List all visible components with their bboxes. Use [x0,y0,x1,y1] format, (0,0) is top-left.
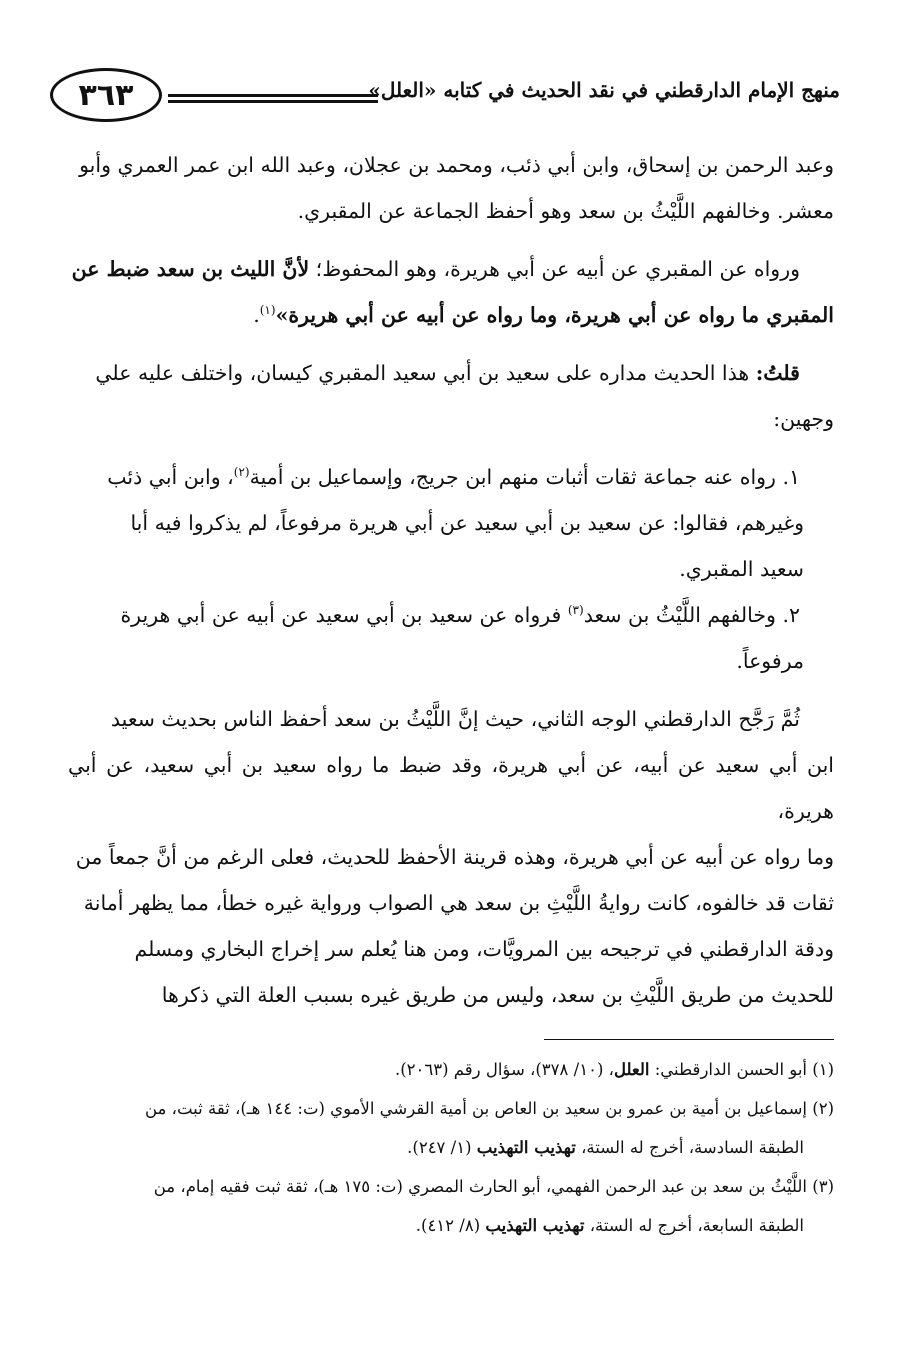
text-line: للحديث من طريق اللَّيْثِ بن سعد، وليس من طريق غيره بسبب العلة التي ذكرها [161,983,834,1007]
page-number: ٣٦٣ [50,68,162,122]
list-item-1 [68,454,834,500]
footnote-separator [544,1039,834,1040]
footnote-2 [68,1091,834,1126]
text-line: معشر. وخالفهم اللَّيْثُ بن سعد وهو أحفظ الجماعة عن المقبري. [297,199,834,223]
text-line: سعيد المقبري. [679,557,804,581]
text-line: وعبد الرحمن بن إسحاق، وابن أبي ذئب، ومحمد بن عجلان، وعبد الله ابن عمر العمري وأبو [79,153,834,177]
text-line: ، وابن أبي ذئب [107,465,234,489]
footnote-ref: (١) [259,303,276,318]
running-title: منهج الإمام الدارقطني في نقد الحديث في كتابه «العلل» [368,78,840,102]
text-line: فرواه عن سعيد بن أبي سعيد عن أبيه عن أبي هريرة [120,603,568,627]
footnote-ref: (٢) [233,465,250,480]
footnote-1 [68,1052,834,1087]
paragraph-2 [68,246,834,338]
bold-text: قلتُ: [755,361,800,385]
footnote-text: (٢) إسماعيل بن أمية بن عمرو بن سعيد بن العاص بن أمية القرشي الأموي (ت: ١٤٤ هـ)، ثقة ثبت، من [144,1099,834,1118]
footnote-text: (١) أبو الحسن الدارقطني: [649,1060,834,1079]
footnote-ref: (٣) [567,603,584,618]
footnote-text: ، (١٠/ ٣٧٨)، سؤال رقم (٢٠٦٣). [394,1060,614,1079]
footnote-text: (١/ ٢٤٧). [407,1138,477,1157]
bold-text: تهذيب التهذيب [485,1216,585,1235]
text-line: ١. رواه عنه جماعة ثقات أثبات منهم ابن جريج، وإسماعيل بن أمية [249,465,800,489]
text-line: ٢. وخالفهم اللَّيْثُ بن سعد [583,603,800,627]
footnotes [68,1052,834,1247]
paragraph-3 [68,350,834,442]
paragraph-1 [68,142,834,234]
bold-text: المقبري ما رواه عن أبي هريرة، وما رواه عن أبيه عن أبي هريرة» [275,303,834,327]
bold-text: لأنَّ الليث بن سعد ضبط عن [71,257,310,281]
list-item-2 [68,592,834,638]
header-double-rule [168,94,378,103]
bold-text: العلل [613,1060,650,1079]
text-line: . [253,303,260,327]
text-line: ثقات قد خالفوه، كانت روايةُ اللَّيْثِ بن سعد هي الصواب ورواية غيره خطأ، مما يظهر أمانة [83,891,834,915]
text-line: ابن أبي سعيد عن أبيه، عن أبي هريرة، وقد ضبط ما رواه سعيد بن أبي سعيد، عن أبي هريرة، [68,753,834,823]
text-line: ورواه عن المقبري عن أبيه عن أبي هريرة، وهو المحفوظ؛ [309,257,800,281]
text-line: ثُمَّ رَجَّح الدارقطني الوجه الثاني، حيث إنَّ اللَّيْثُ بن سعد أحفظ الناس بحديث سعيد [110,707,800,731]
footnote-3 [68,1169,834,1204]
footnote-3-continuation [68,1208,804,1243]
text-line: ودقة الدارقطني في ترجيحه بين المرويَّات، ومن هنا يُعلم سر إخراج البخاري ومسلم [134,937,834,961]
main-text [68,142,834,1018]
text-line: هذا الحديث مداره على سعيد بن أبي سعيد المقبري كيسان، واختلف عليه علي [95,361,756,385]
footnote-text: الطبقة السابعة، أخرج له الستة، [584,1216,804,1235]
footnote-text: (٣) اللَّيْثُ بن سعد بن عبد الرحمن الفهمي، أبو الحارث المصري (ت: ١٧٥ هـ)، ثقة ثبت فقيه إمام، من [153,1177,834,1196]
text-line: مرفوعاً. [736,649,804,673]
list-item-2-continuation [68,638,804,684]
page-header [50,68,840,130]
bold-text: تهذيب التهذيب [476,1138,576,1157]
text-line: وغيرهم، فقالوا: عن سعيد بن أبي سعيد عن أبي هريرة مرفوعاً، لم يذكروا فيه أبا [130,511,804,535]
text-line: وجهين: [773,407,834,431]
text-line: وما رواه عن أبيه عن أبي هريرة، وهذه قرينة الأحفظ للحديث، فعلى الرغم من أنَّ جمعاً من [75,845,834,869]
footnote-text: (٨/ ٤١٢). [415,1216,486,1235]
list-item-1-continuation [68,500,804,592]
footnote-text: الطبقة السادسة، أخرج له الستة، [575,1138,804,1157]
paragraph-4 [68,696,834,1018]
footnote-2-continuation [68,1130,804,1165]
